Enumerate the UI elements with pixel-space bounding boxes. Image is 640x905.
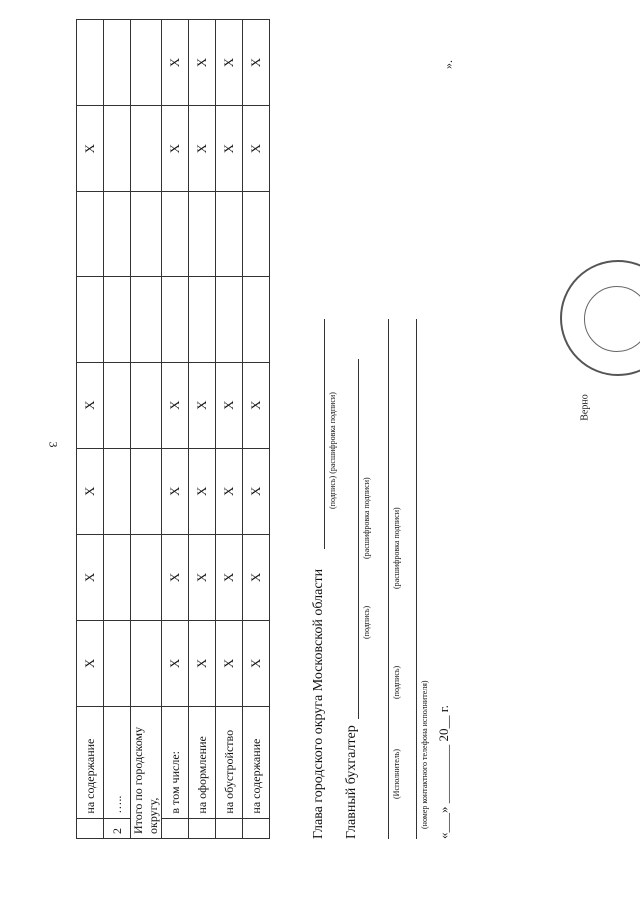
table-cell: Х	[77, 448, 104, 534]
table-cell: Х	[216, 362, 243, 448]
table-cell: Х	[243, 106, 270, 192]
table-cell: Х	[189, 534, 216, 620]
table-cell	[162, 277, 189, 362]
table-cell	[131, 20, 162, 106]
table-cell: Х	[77, 106, 104, 192]
stamp-inner-ring	[584, 286, 640, 352]
table-cell: Х	[189, 362, 216, 448]
table-row	[243, 20, 270, 839]
table-cell	[162, 192, 189, 277]
executor-caption: (Исполнитель)	[392, 748, 401, 799]
executor-decode-caption: (расшифровка подписи)	[392, 507, 401, 589]
table-cell: Х	[216, 534, 243, 620]
head-sign-line	[324, 319, 325, 549]
table-cell: Х	[189, 620, 216, 706]
table-row	[104, 20, 131, 839]
row-number	[162, 818, 189, 838]
table-cell: Х	[216, 620, 243, 706]
row-number	[189, 818, 216, 838]
row-label: …..	[104, 707, 131, 819]
row-number	[243, 818, 270, 838]
table-cell: Х	[189, 448, 216, 534]
table-cell	[104, 448, 131, 534]
head-title: Глава городского округа Московской области	[311, 568, 326, 839]
date-line: «___» _________ 20__ г.	[436, 705, 451, 839]
table-cell: Х	[77, 620, 104, 706]
page-number: 3	[46, 441, 61, 448]
table-cell: Х	[216, 20, 243, 106]
table-cell	[243, 192, 270, 277]
table-cell	[189, 192, 216, 277]
table-cell	[131, 534, 162, 620]
table-cell: Х	[189, 106, 216, 192]
table-cell	[77, 192, 104, 277]
table-cell	[77, 20, 104, 106]
row-label: в том числе:	[162, 707, 189, 819]
closing-quote: ».	[441, 60, 455, 69]
table-cell: Х	[77, 362, 104, 448]
table-cell	[104, 20, 131, 106]
head-caption: (подпись) (расшифровка подписи)	[328, 392, 337, 509]
row-number: 2	[104, 818, 131, 838]
table-cell	[104, 277, 131, 362]
table-cell: Х	[243, 620, 270, 706]
table-cell: Х	[189, 20, 216, 106]
table-cell: Х	[216, 448, 243, 534]
table-cell	[216, 192, 243, 277]
table-cell: Х	[216, 106, 243, 192]
table-cell: Х	[243, 534, 270, 620]
table-cell: Х	[162, 362, 189, 448]
row-label: на содержание	[77, 707, 104, 819]
phone-line	[416, 319, 417, 839]
table-cell	[104, 106, 131, 192]
table-cell	[104, 362, 131, 448]
table-cell	[243, 277, 270, 362]
table-cell	[131, 277, 162, 362]
table-cell: Х	[162, 20, 189, 106]
table-cell: Х	[162, 106, 189, 192]
table-row	[77, 20, 104, 839]
table-cell: Х	[243, 448, 270, 534]
budget-table	[76, 19, 270, 839]
table-cell	[131, 448, 162, 534]
accountant-sign-caption: (подпись)	[362, 605, 371, 639]
table-cell: Х	[162, 448, 189, 534]
stamp-verno: Верно	[579, 394, 591, 421]
table-cell	[104, 534, 131, 620]
table-row	[131, 20, 162, 839]
table-cell	[131, 620, 162, 706]
accountant-decode-caption: (расшифровка подписи)	[362, 477, 371, 559]
table-cell	[104, 192, 131, 277]
executor-line	[388, 319, 389, 839]
rotated-sheet	[56, 19, 476, 839]
table-row	[162, 20, 189, 839]
table-cell	[104, 620, 131, 706]
row-label: на оформление	[189, 707, 216, 819]
accountant-title: Главный бухгалтер	[344, 725, 359, 839]
row-label: Итого по городскому округу,	[131, 707, 162, 839]
accountant-sign-line	[358, 359, 359, 719]
table-cell	[131, 192, 162, 277]
table-cell	[131, 106, 162, 192]
table-cell: Х	[162, 534, 189, 620]
table-cell	[189, 277, 216, 362]
row-label: на содержание	[243, 707, 270, 819]
table-cell: Х	[162, 620, 189, 706]
row-label: на обустройство	[216, 707, 243, 819]
table-cell	[131, 362, 162, 448]
phone-caption: (номер контактного телефона исполнителя)	[420, 680, 429, 829]
table-cell: Х	[243, 20, 270, 106]
row-number	[77, 818, 104, 838]
table-row	[216, 20, 243, 839]
official-stamp	[560, 260, 640, 376]
table-cell: Х	[77, 534, 104, 620]
executor-sign-caption: (подпись)	[392, 665, 401, 699]
row-number	[216, 818, 243, 838]
table-cell: Х	[243, 362, 270, 448]
table-cell	[77, 277, 104, 362]
table-row	[189, 20, 216, 839]
table-cell	[216, 277, 243, 362]
